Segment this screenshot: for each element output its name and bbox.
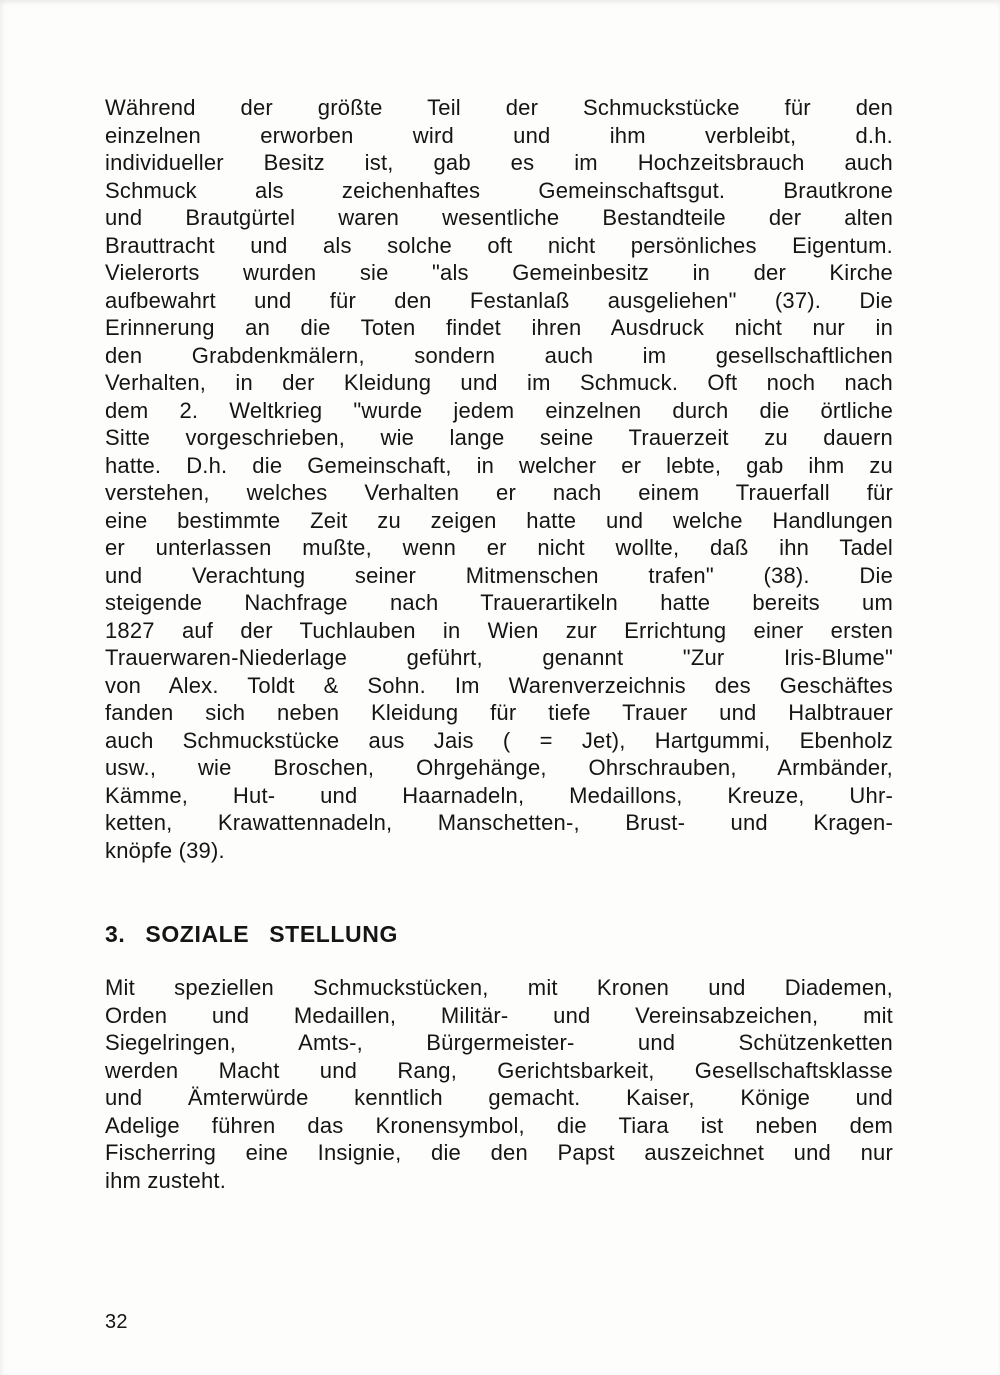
text-line: Kämme, Hut- und Haarnadeln, Medaillons, Kreuze, Uhr- <box>105 782 893 808</box>
text-line: den Grabdenkmälern, sondern auch im gesellschaftlichen <box>105 342 893 368</box>
text-block <box>105 94 893 1194</box>
text-line: steigende Nachfrage nach Trauerartikeln hatte bereits um <box>105 590 893 615</box>
text-line: einzelnen erworben wird und ihm verbleibt, d.h. <box>105 122 893 148</box>
text-line: 1827 auf der Tuchlauben in Wien zur Errichtung einer ersten <box>105 617 893 643</box>
text-line: dem 2. Weltkrieg "wurde jedem einzelnen durch die örtliche <box>105 397 893 423</box>
text-line: ketten, Krawattennadeln, Manschetten-, Brust- und Kragen- <box>105 810 893 835</box>
text-line: Mit speziellen Schmuckstücken, mit Kronen und Diademen, <box>105 975 893 1000</box>
paragraph-jewelry-communal <box>105 94 893 864</box>
page-number: 32 <box>105 1311 128 1333</box>
text-line: und Ämterwürde kenntlich gemacht. Kaiser, Könige und <box>105 1085 893 1110</box>
text-line: knöpfe (39). <box>105 837 225 863</box>
text-line: und Verachtung seiner Mitmenschen trafen" (38). Die <box>105 562 893 588</box>
text-line: Vielerorts wurden sie "als Gemeinbesitz in der Kirche <box>105 260 893 285</box>
text-line: Sitte vorgeschrieben, wie lange seine Trauerzeit zu dauern <box>105 425 893 450</box>
text-line: Adelige führen das Kronensymbol, die Tiara ist neben dem <box>105 1112 893 1138</box>
text-line: Fischerring eine Insignie, die den Papst auszeichnet und nur <box>105 1140 893 1165</box>
text-line: und Brautgürtel waren wesentliche Bestandteile der alten <box>105 205 893 230</box>
text-line: Siegelringen, Amts-, Bürgermeister- und Schützenketten <box>105 1030 893 1055</box>
text-line: hatte. D.h. die Gemeinschaft, in welcher er lebte, gab ihm zu <box>105 452 893 478</box>
text-line: fanden sich neben Kleidung für tiefe Trauer und Halbtrauer <box>105 700 893 725</box>
text-line: Brauttracht und als solche oft nicht persönliches Eigentum. <box>105 232 893 258</box>
text-line: Orden und Medaillen, Militär- und Vereinsabzeichen, mit <box>105 1002 893 1028</box>
text-line: er unterlassen mußte, wenn er nicht wollte, daß ihn Tadel <box>105 535 893 560</box>
text-line: Verhalten, in der Kleidung und im Schmuck. Oft noch nach <box>105 370 893 395</box>
text-line: Trauerwaren-Niederlage geführt, genannt "Zur Iris-Blume" <box>105 645 893 670</box>
text-line: Während der größte Teil der Schmuckstücke für den <box>105 95 893 120</box>
section-heading-soziale-stellung: 3. SOZIALE STELLUNG <box>105 921 398 947</box>
text-line: verstehen, welches Verhalten er nach einem Trauerfall für <box>105 480 893 505</box>
text-line: auch Schmuckstücke aus Jais ( = Jet), Hartgummi, Ebenholz <box>105 727 893 753</box>
text-line: eine bestimmte Zeit zu zeigen hatte und welche Handlungen <box>105 507 893 533</box>
text-line: aufbewahrt und für den Festanlaß ausgeliehen" (37). Die <box>105 287 893 313</box>
text-line: von Alex. Toldt & Sohn. Im Warenverzeichnis des Geschäftes <box>105 672 893 698</box>
text-line: ihm zusteht. <box>105 1167 227 1193</box>
paragraph-soziale-stellung <box>105 974 893 1194</box>
text-line: Erinnerung an die Toten findet ihren Ausdruck nicht nur in <box>105 315 893 340</box>
text-line: individueller Besitz ist, gab es im Hochzeitsbrauch auch <box>105 150 893 175</box>
text-line: usw., wie Broschen, Ohrgehänge, Ohrschrauben, Armbänder, <box>105 755 893 780</box>
text-line: Schmuck als zeichenhaftes Gemeinschaftsgut. Brautkrone <box>105 177 893 203</box>
text-line: werden Macht und Rang, Gerichtsbarkeit, Gesellschaftsklasse <box>105 1057 893 1083</box>
